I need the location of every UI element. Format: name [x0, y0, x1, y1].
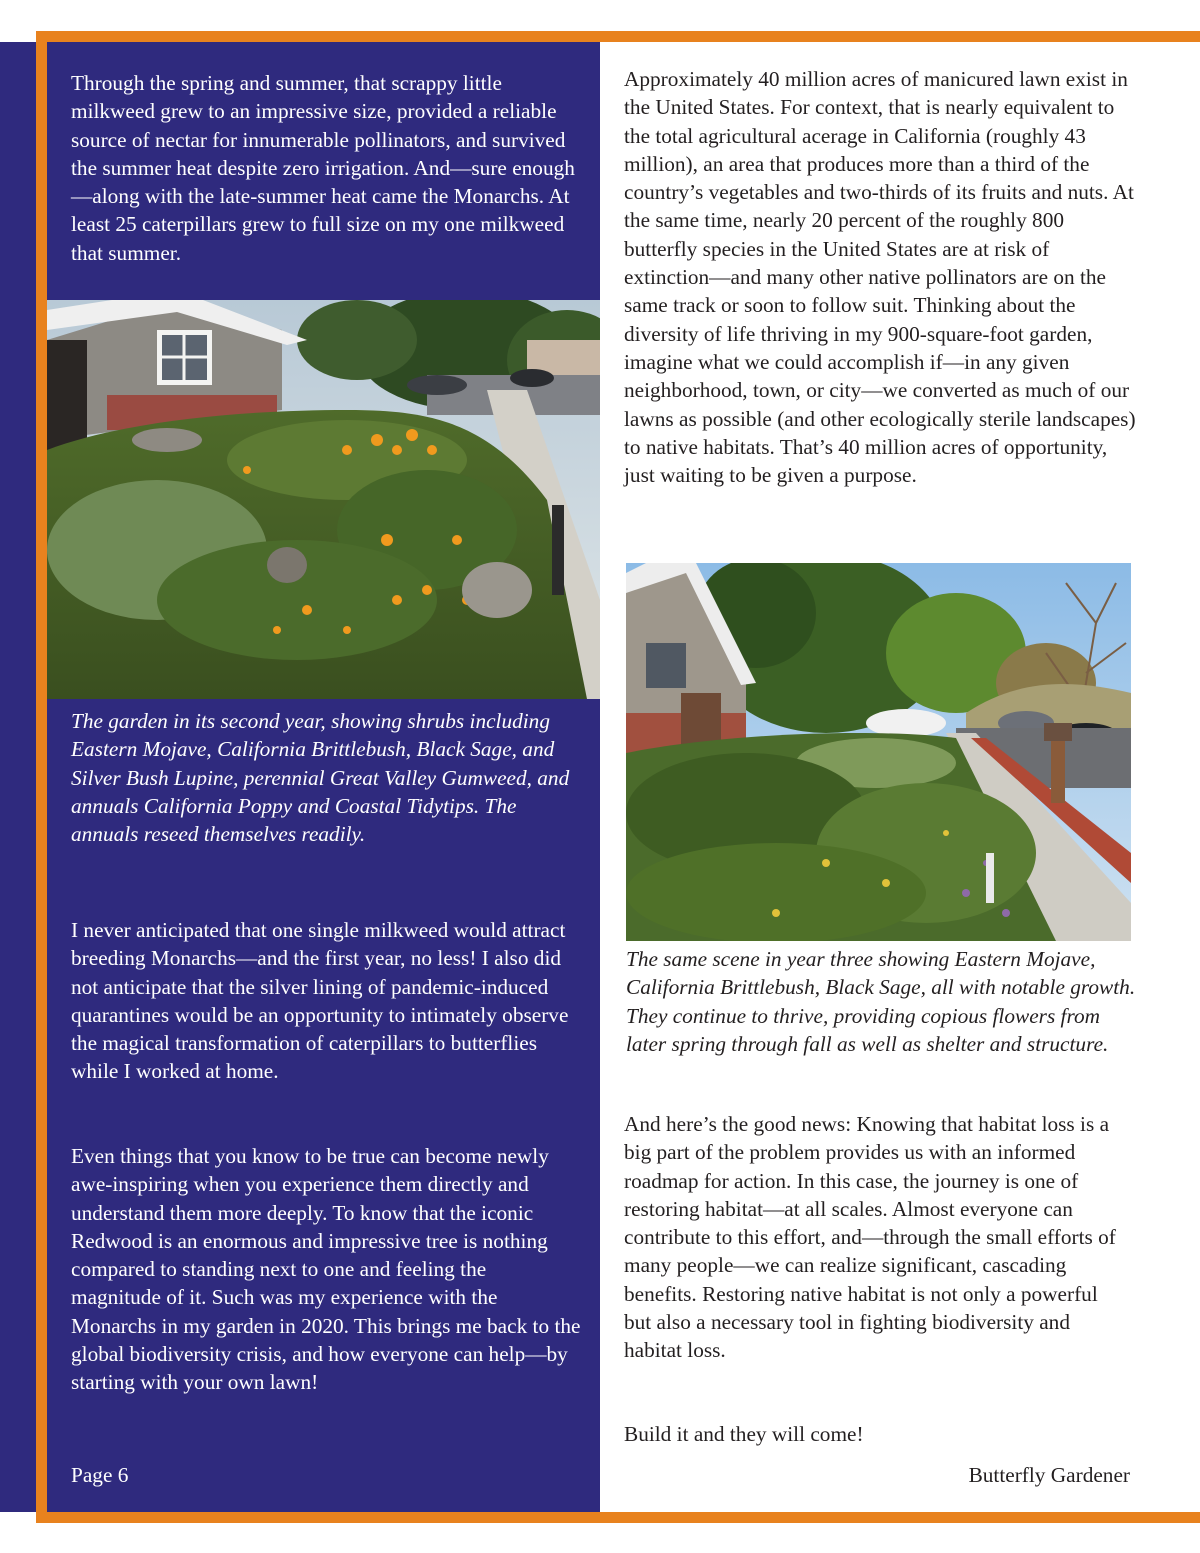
garden-photo-year-three: [626, 563, 1131, 941]
right-paragraph-1: Approximately 40 million acres of manicured lawn exist in the United States. For context, that is nearly equivalent to the total agricultural acerage in California (roughly 43 million), an area that produces more than a third of the country’s vegetables and two-thirds of its fruits and nuts. At the same time, nearly 20 percent of the roughly 800 butterfly species in the United States are at risk of extinction—and many other native pollinators are on the same track or soon to follow suit. Thinking about the diversity of life thriving in my 900-square-foot garden, imagine what we could accomplish if—in any given neighborhood, town, or city—we converted as much of our lawns as possible (and other ecologically sterile landscapes) to native habitats. That’s 40 million acres of opportunity, just waiting to be given a purpose.: [624, 67, 1136, 488]
page-number: Page 6: [71, 1463, 129, 1487]
left-paragraph-3: Even things that you know to be true can become newly awe-inspiring when you experience them directly and understand them more deeply. To know that the iconic Redwood is an enormous and impressive tree is nothing compared to standing next to one and feeling the magnitude of it. Such was my experience with the Monarchs in my garden in 2020. This brings me back to the global biodiversity crisis, and how everyone can help—by starting with your own lawn!: [71, 1144, 581, 1395]
right-paragraph-3: Build it and they will come!: [624, 1422, 864, 1446]
garden-photo-year-two: [47, 300, 600, 699]
publication-name: Butterfly Gardener: [968, 1463, 1130, 1487]
photo-caption-year-two: The garden in its second year, showing shrubs including Eastern Mojave, California Brittlebush, Black Sage, and Silver Bush Lupine, perennial Great Valley Gumweed, and annuals California Poppy and Coastal Tidytips. The annuals reseed themselves readily.: [71, 709, 570, 847]
frame-bottom-border: [36, 1512, 1200, 1523]
right-paragraph-2: And here’s the good news: Knowing that habitat loss is a big part of the problem provides us with an informed roadmap for action. In this case, the journey is one of restoring habitat—at all scales. Almost everyone can contribute to this effort, and—through the small efforts of many people—we can realize significant, cascading benefits. Restoring native habitat is not only a powerful but also a necessary tool in fighting biodiversity and habitat loss.: [624, 1112, 1116, 1363]
frame-left-border: [36, 31, 47, 1523]
left-paragraph-2: I never anticipated that one single milkweed would attract breeding Monarchs—and the first year, no less! I also did not anticipate that the silver lining of pandemic-induced quarantines would be an opportunity to intimately observe the magical transformation of caterpillars to butterflies while I worked at home.: [71, 918, 569, 1084]
photo-caption-year-three: The same scene in year three showing Eastern Mojave, California Brittlebush, Black Sage, all with notable growth. They continue to thrive, providing copious flowers from later spring through fall as well as shelter and structure.: [626, 947, 1136, 1056]
left-edge-band: [0, 42, 36, 1512]
left-paragraph-1: Through the spring and summer, that scrappy little milkweed grew to an impressive size, provided a reliable source of nectar for innumerable pollinators, and survived the summer heat despite zero irrigation. And—sure enough—along with the late-summer heat came the Monarchs. At least 25 caterpillars grew to full size on my one milkweed that summer.: [71, 71, 575, 265]
frame-top-border: [36, 31, 1200, 42]
